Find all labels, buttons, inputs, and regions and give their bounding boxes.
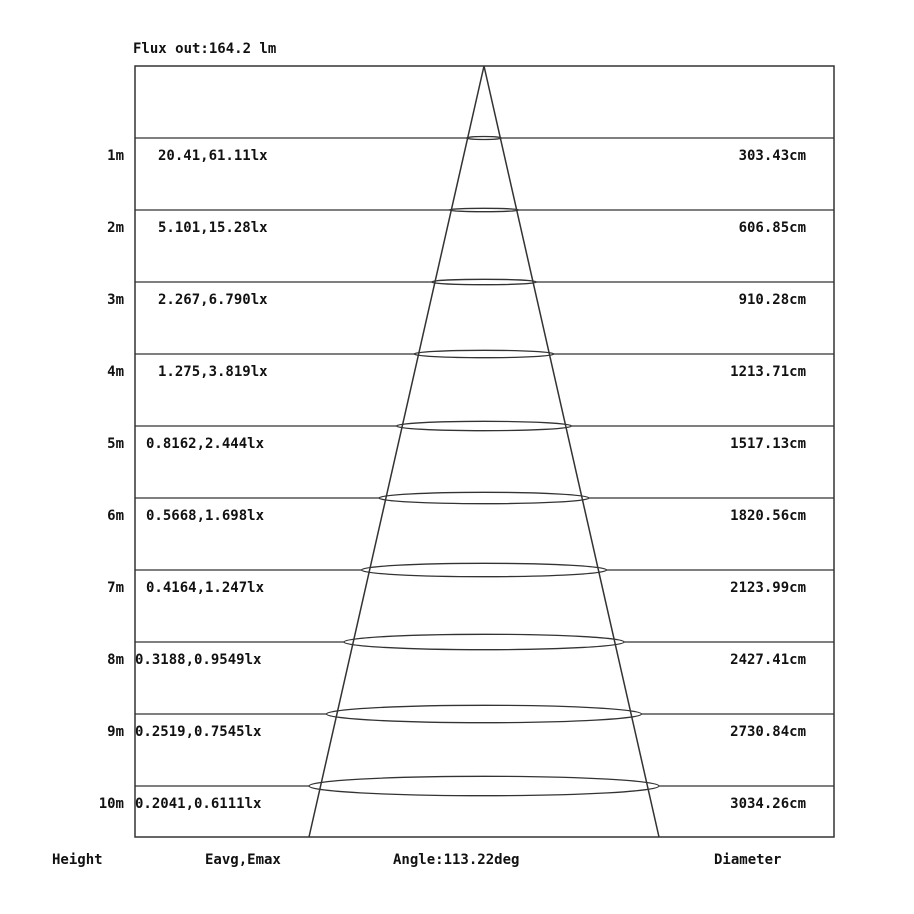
- diameter-value: 303.43cm: [738, 148, 806, 164]
- diameter-value: 3034.26cm: [730, 796, 806, 812]
- distance-row: [107, 282, 834, 308]
- beam-cross-section: [362, 563, 607, 576]
- illuminance-value: 2.267,6.790lx: [158, 292, 268, 308]
- beam-cross-section: [327, 705, 642, 722]
- illuminance-value: 0.2519,0.7545lx: [135, 724, 262, 740]
- beam-cross-section: [344, 634, 624, 649]
- height-column-label: Height: [52, 852, 103, 868]
- height-label: 1m: [107, 148, 124, 164]
- flux-title: Flux out:164.2 lm: [133, 41, 277, 57]
- illuminance-column-label: Eavg,Emax: [205, 852, 281, 868]
- distance-row: [107, 570, 834, 596]
- diameter-column-label: Diameter: [714, 852, 782, 868]
- distance-row: [107, 426, 834, 452]
- diameter-value: 1213.71cm: [730, 364, 806, 380]
- distance-row: [107, 498, 834, 524]
- illuminance-value: 0.2041,0.6111lx: [135, 796, 262, 812]
- distance-row: [107, 714, 834, 740]
- illuminance-value: 1.275,3.819lx: [158, 364, 268, 380]
- diameter-value: 910.28cm: [738, 292, 806, 308]
- illuminance-value: 0.4164,1.247lx: [146, 580, 265, 596]
- illuminance-value: 0.8162,2.444lx: [146, 436, 265, 452]
- height-label: 6m: [107, 508, 124, 524]
- height-label: 2m: [107, 220, 124, 236]
- illuminance-value: 0.5668,1.698lx: [146, 508, 265, 524]
- height-label: 10m: [98, 796, 124, 812]
- beam-angle-label: Angle:113.22deg: [393, 852, 520, 868]
- illuminance-value: 20.41,61.11lx: [158, 148, 268, 164]
- height-label: 4m: [107, 364, 124, 380]
- diameter-value: 2427.41cm: [730, 652, 806, 668]
- beam-cross-section: [414, 350, 554, 357]
- beam-cross-section: [432, 279, 537, 284]
- height-label: 3m: [107, 292, 124, 308]
- diameter-value: 606.85cm: [738, 220, 806, 236]
- beam-cross-section: [309, 776, 659, 795]
- beam-cross-section: [379, 492, 589, 503]
- height-label: 7m: [107, 580, 124, 596]
- beam-cross-section: [397, 421, 572, 430]
- diameter-value: 1820.56cm: [730, 508, 806, 524]
- illuminance-value: 0.3188,0.9549lx: [135, 652, 262, 668]
- illuminance-value: 5.101,15.28lx: [158, 220, 268, 236]
- height-label: 5m: [107, 436, 124, 452]
- height-label: 9m: [107, 724, 124, 740]
- distance-rows: [99, 138, 834, 812]
- light-cone: [309, 66, 659, 837]
- diameter-value: 1517.13cm: [730, 436, 806, 452]
- diameter-value: 2730.84cm: [730, 724, 806, 740]
- distance-row: [107, 210, 834, 236]
- diameter-value: 2123.99cm: [730, 580, 806, 596]
- distance-row: [107, 642, 834, 668]
- beam-cross-section: [467, 137, 502, 140]
- height-label: 8m: [107, 652, 124, 668]
- beam-cross-section: [449, 208, 519, 211]
- distance-row: [99, 786, 834, 812]
- distance-row: [107, 138, 834, 164]
